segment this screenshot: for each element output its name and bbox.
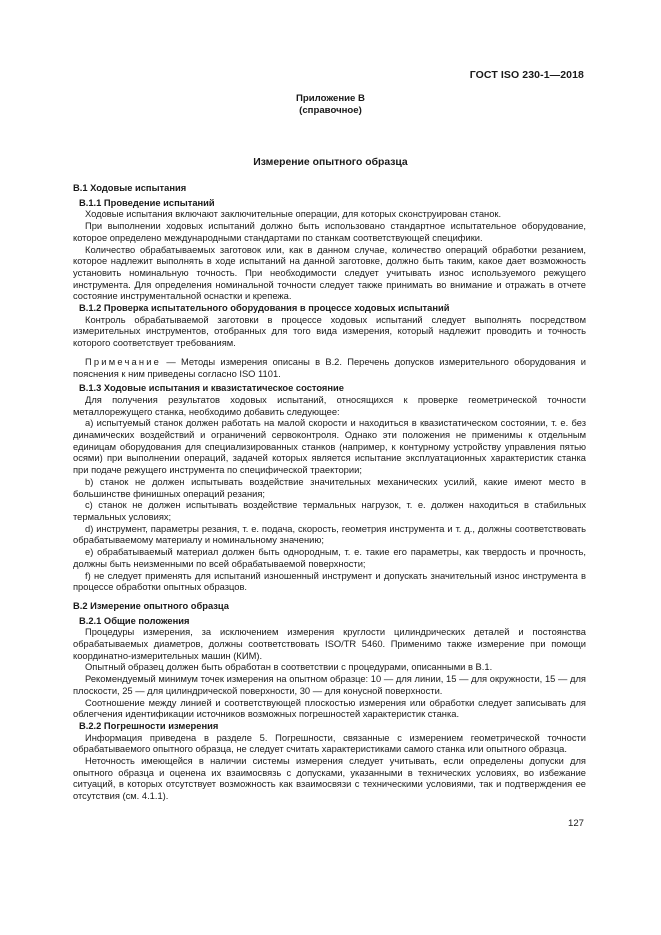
annex-heading <box>0 93 661 116</box>
paragraph: Опытный образец должен быть обработан в соответствии с процедурами, описанными в В.1. <box>85 662 493 673</box>
list-item-f: f) не следует применять для испытаний изношенный инструмент и допускать значительный износ инструмента в процессе обработки опытных образцов. <box>73 570 586 593</box>
list-item-b: b) станок не должен испытывать воздействие значительных механических усилий, какие имеют место в большинстве финишных операций резания; <box>73 476 586 499</box>
paragraph: При выполнении ходовых испытаний должно быть использовано стандартное испытательное оборудование, которое определено международными стандартами по станкам соответствующей специфики. <box>73 221 586 243</box>
note-label: Примечание <box>85 356 162 367</box>
document-code: ГОСТ ISO 230-1—2018 <box>469 69 584 81</box>
paragraph: Количество обрабатываемых заготовок или, как в данном случае, количество операций обработки резанием, которое надлежит выполнять в ходе испытаний на данной заготовке, должно быть таким, какое дает возможность установить номинальную точность. При необходимости следует учитывать износ используемого режущего инструмента. Для определения номинальной точности следует также принимать во внимание и отражать в отчете состояние инструментальной оснастки и крепежа. <box>73 244 586 302</box>
subsection-heading-b11: В.1.1 Проведение испытаний <box>79 197 215 208</box>
section-heading-b1: В.1 Ходовые испытания <box>73 183 187 193</box>
paragraph: Информация приведена в разделе 5. Погрешности, связанные с измерением геометрической точности обрабатываемого опытного образца, не следует считать характеристиками самого станка или опытного образца. <box>73 732 586 755</box>
note <box>73 357 586 380</box>
list-item-e: e) обрабатываемый материал должен быть однородным, т. е. такие его параметры, как твердость и прочность, должны быть неизменными по всей обрабатываемой поверхности; <box>73 547 586 569</box>
paragraph: Неточность имеющейся в наличии системы измерения следует учитывать, если определены допуски для опытного образца и оценена их взаимосвязь с допусками, указанными в технических условиях, во избежание ситуаций, в которых отсутствует возможность как взаимосвязи с техническими условиями, так и подтверждения ее отсутствия (см. 4.1.1). <box>73 756 586 802</box>
subsection-heading-b13: В.1.3 Ходовые испытания и квазистатическое состояние <box>79 383 344 394</box>
list-item-a: a) испытуемый станок должен работать на малой скорости и находиться в квазистатическом состоянии, т. е. без динамических воздействий и ограничений сервоконтроля. Однако эти положения не применимы к отдельным единицам оборудования для специализированных станков (например, к контурному устройству управления пятью осями) при выполнении операций, задачей которых является испытание эксплуатационных характеристик станка при подаче режущего инструмента по специфической траектории; <box>73 418 586 476</box>
note-text: — Методы измерения описаны в В.2. Перечень допусков измерительного оборудования и пояснения к ним приведены согласно ISO 1101. <box>73 356 586 379</box>
document-body <box>73 183 586 803</box>
subsection-heading-b21: В.2.1 Общие положения <box>79 615 190 626</box>
annex-title: Измерение опытного образца <box>253 157 408 168</box>
annex-label: Приложение В <box>296 93 365 104</box>
paragraph: Соотношение между линией и соответствующей плоскостью измерения или обработки следует записывать для облегчения идентификации источников возможных погрешностей характеристик станка. <box>73 697 586 720</box>
paragraph: Рекомендуемый минимум точек измерения на опытном образце: 10 — для линии, 15 — для окружности, 15 — для плоскости, 25 — для цилиндрической поверхности, 30 — для конусной поверхности. <box>73 674 586 696</box>
subsection-heading-b22: В.2.2 Погрешности измерения <box>79 720 219 731</box>
list-item-d: d) инструмент, параметры резания, т. е. подача, скорость, геометрия инструмента и т. д., должны соответствовать обрабатываемому материалу и номинальному значению; <box>73 523 586 546</box>
subsection-heading-b12: В.1.2 Проверка испытательного оборудования в процессе ходовых испытаний <box>79 303 450 314</box>
section-heading-b2: В.2 Измерение опытного образца <box>73 600 229 611</box>
paragraph: Процедуры измерения, за исключением измерения круглости цилиндрических деталей и постоянства обрабатываемых диаметров, должны соответствовать ISO/TR 5460. Применимо также измерение при помощи координатно-измерительных машин (КИМ). <box>73 627 586 661</box>
paragraph: Ходовые испытания включают заключительные операции, для которых сконструирован станок. <box>85 209 502 220</box>
page-number: 127 <box>567 818 584 829</box>
annex-type: (справочное) <box>299 104 362 116</box>
list-item-c: c) станок не должен испытывать воздействие термальных нагрузок, т. е. должен находиться в стабильных термальных условиях; <box>73 500 586 522</box>
paragraph: Контроль обрабатываемой заготовки в процессе ходовых испытаний следует выполнять посредством измерительных инструментов, отобранных для того вида измерения, который надлежит проводить и точность которого соответствует требованиям. <box>73 314 586 349</box>
paragraph: Для получения результатов ходовых испытаний, относящихся к проверке геометрической точности металлорежущего станка, необходимо добавить следующее: <box>73 394 586 417</box>
